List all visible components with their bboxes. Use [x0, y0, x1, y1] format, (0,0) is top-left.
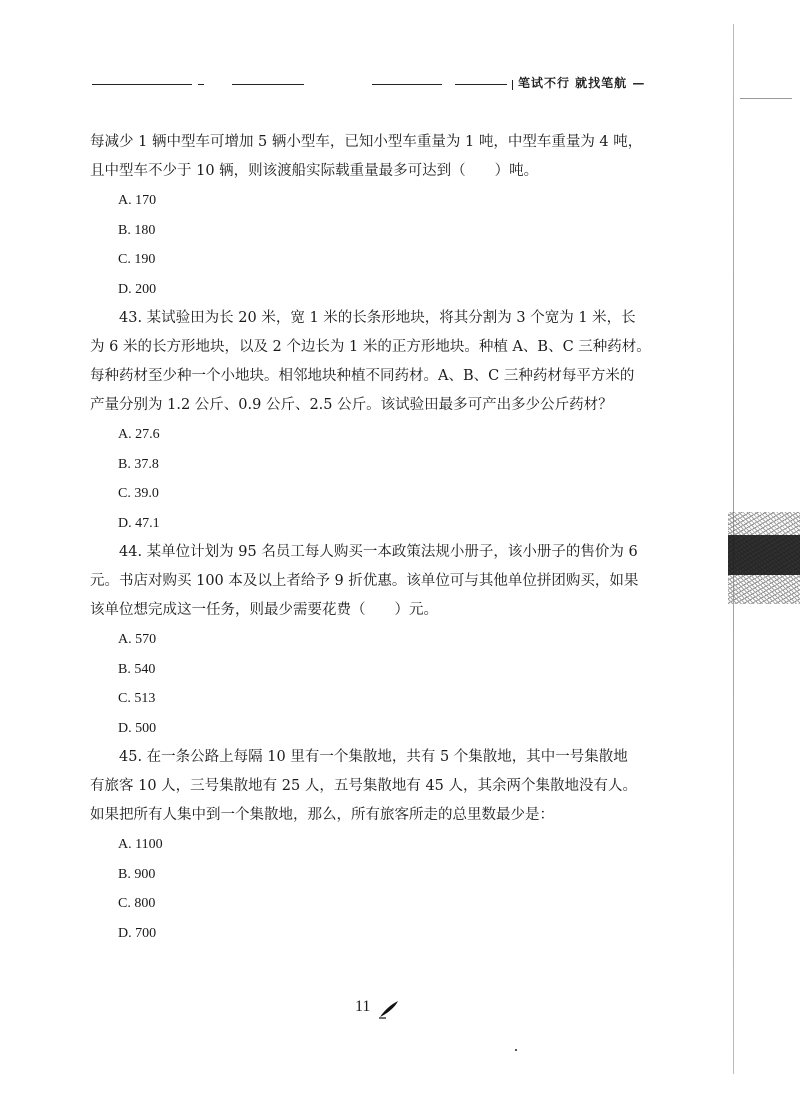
q44-option-c: C. 513	[118, 691, 156, 706]
q45-option-a: A. 1100	[118, 837, 163, 852]
q45-option-c: C. 800	[118, 896, 156, 911]
q45-line-1: 45. 在一条公路上每隔 10 里有一个集散地，共有 5 个集散地，其中一号集散地	[119, 749, 628, 765]
q45-option-d: D. 700	[118, 925, 157, 941]
q42-line-2: 且中型车不少于 10 辆，则该渡船实际载重量最多可达到（ ）吨。	[90, 163, 539, 179]
scan-dark-band	[728, 535, 800, 575]
q42-option-d: D. 200	[118, 281, 157, 297]
q45-line-3: 如果把所有人集中到一个集散地，那么，所有旅客所走的总里数最少是：	[90, 807, 554, 823]
q43-option-d: D. 47.1	[118, 515, 160, 531]
q43-line-1: 43. 某试验田为长 20 米，宽 1 米的长条形地块，将其分割为 3 个宽为 1 米，长	[119, 310, 636, 326]
header-rule-segment	[92, 84, 192, 85]
q43-option-c: C. 39.0	[118, 486, 159, 501]
q44-option-a: A. 570	[118, 632, 157, 647]
q43-line-2: 为 6 米的长方形地块，以及 2 个边长为 1 米的正方形地块。种植 A、B、C 三种药材。	[90, 339, 651, 355]
q43-line-3: 每种药材至少种一个小地块。相邻地块种植不同药材。A、B、C 三种药材每平方米的	[90, 368, 635, 384]
q45-option-b: B. 900	[118, 866, 156, 882]
q44-line-1: 44. 某单位计划为 95 名员工每人购买一本政策法规小册子，该小册子的售价为 6	[119, 544, 638, 560]
q43-line-4: 产量分别为 1.2 公斤、0.9 公斤、2.5 公斤。该试验田最多可产出多少公斤药材？	[90, 397, 613, 413]
edge-mark	[740, 98, 792, 99]
page-number: 11	[355, 998, 371, 1015]
header-rule-segment	[198, 84, 204, 85]
q44-line-3: 该单位想完成这一任务，则最少需要花费（ ）元。	[90, 602, 438, 618]
q44-line-2: 元。书店对购买 100 本及以上者给予 9 折优惠。该单位可与其他单位拼团购买，如果	[90, 573, 639, 589]
q42-option-b: B. 180	[118, 222, 156, 238]
header-rule-segment	[455, 84, 507, 85]
q45-line-2: 有旅客 10 人，三号集散地有 25 人，五号集散地有 45 人，其余两个集散地没有人。	[90, 778, 638, 794]
q43-option-b: B. 37.8	[118, 456, 159, 472]
header-slogan: 笔试不行 就找笔航 —	[518, 76, 646, 90]
question-content	[90, 128, 670, 948]
q42-option-c: C. 190	[118, 252, 156, 267]
header-rule-segment	[372, 84, 442, 85]
q44-option-d: D. 500	[118, 720, 157, 736]
q43-option-a: A. 27.6	[118, 427, 160, 442]
q42-line-1: 每减少 1 辆中型车可增加 5 辆小型车，已知小型车重量为 1 吨，中型车重量为 4 吨，	[90, 134, 643, 150]
header-rule-segment	[232, 84, 304, 85]
quill-pen-icon	[378, 999, 400, 1019]
q44-option-b: B. 540	[118, 661, 156, 677]
scan-dot	[515, 1049, 517, 1051]
header-rule-tick	[512, 80, 513, 90]
q42-option-a: A. 170	[118, 193, 157, 208]
